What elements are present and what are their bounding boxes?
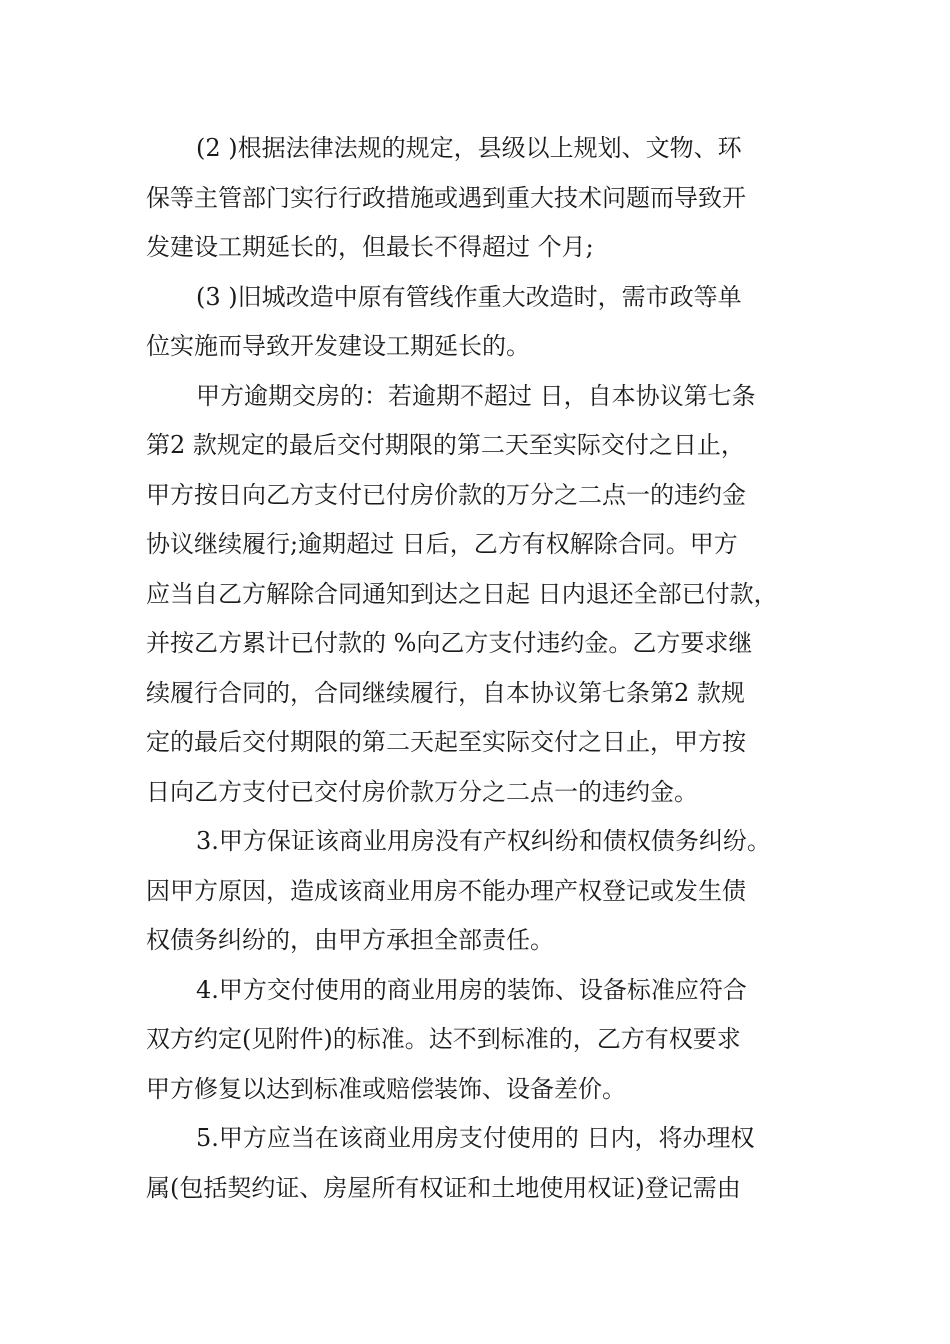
paragraph-clause-3 xyxy=(146,273,816,372)
text-line: 5.甲方应当在该商业用房支付使用的 日内，将办理权 xyxy=(196,1124,755,1152)
text-line: 发建设工期延长的，但最长不得超过 个月; xyxy=(146,233,594,261)
text-line: 应当自乙方解除合同通知到达之日起 日内退还全部已付款， xyxy=(146,579,778,608)
paragraph-late-delivery xyxy=(146,372,816,818)
text-line: 定的最后交付期限的第二天起至实际交付之日止，甲方按 xyxy=(146,728,746,756)
paragraph-item-5 xyxy=(146,1114,816,1213)
text-line: 续履行合同的，合同继续履行，自本协议第七条第2 款规 xyxy=(146,678,745,707)
paragraph-item-4 xyxy=(146,966,816,1115)
text-line: 双方约定(见附件)的标准。达不到标准的，乙方有权要求 xyxy=(146,1025,741,1053)
text-line: (2 )根据法律法规的规定，县级以上规划、文物、环 xyxy=(196,134,742,162)
text-line: 权债务纠纷的，由甲方承担全部责任。 xyxy=(146,926,554,954)
text-line: 甲方修复以达到标准或赔偿装饰、设备差价。 xyxy=(146,1074,626,1103)
document-body xyxy=(146,124,816,1213)
text-line: 保等主管部门实行行政措施或遇到重大技术问题而导致开 xyxy=(146,183,746,212)
text-line: 并按乙方累计已付款的 %向乙方支付违约金。乙方要求继 xyxy=(146,629,753,657)
text-line: 甲方按日向乙方支付已付房价款的万分之二点一的违约金 xyxy=(146,480,746,509)
text-line: 第2 款规定的最后交付期限的第二天至实际交付之日止， xyxy=(146,431,745,459)
text-line: 位实施而导致开发建设工期延长的。 xyxy=(146,332,530,360)
text-line: 日向乙方支付已交付房价款万分之二点一的违约金。 xyxy=(146,777,698,806)
paragraph-item-3 xyxy=(146,817,816,966)
text-line: 协议继续履行;逾期超过 日后，乙方有权解除合同。甲方 xyxy=(146,530,738,558)
text-line: 甲方逾期交房的：若逾期不超过 日，自本协议第七条 xyxy=(196,381,756,410)
text-line: 属(包括契约证、房屋所有权证和土地使用权证)登记需由 xyxy=(146,1173,741,1202)
text-line: 4.甲方交付使用的商业用房的装饰、设备标准应符合 xyxy=(196,975,747,1004)
text-line: 3.甲方保证该商业用房没有产权纠纷和债权债务纠纷。 xyxy=(196,827,771,855)
text-line: (3 )旧城改造中原有管线作重大改造时，需市政等单 xyxy=(196,282,742,311)
text-line: 因甲方原因，造成该商业用房不能办理产权登记或发生债 xyxy=(146,876,746,905)
paragraph-clause-2 xyxy=(146,124,816,273)
